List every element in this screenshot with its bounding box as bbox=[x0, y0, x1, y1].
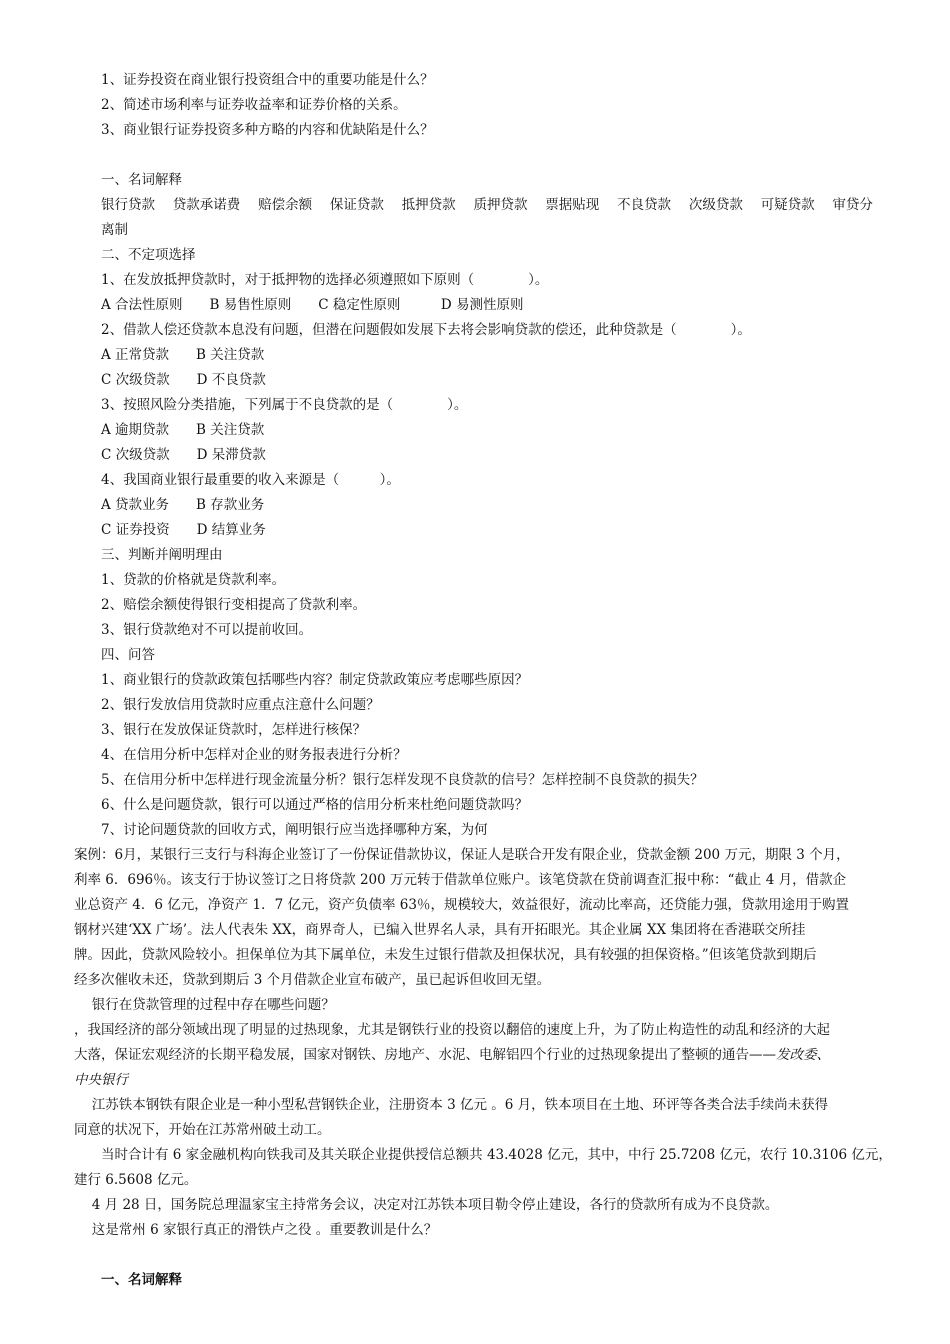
section3-title: 三、判断并阐明理由 bbox=[101, 547, 223, 563]
section4-item-7: 7、讨论问题贷款的回收方式，阐明银行应当选择哪种方案，为何 bbox=[101, 822, 488, 838]
section4-item-6: 6、什么是问题贷款，银行可以通过严格的信用分析来杜绝问题贷款吗？ bbox=[101, 797, 529, 813]
section2-q2-options-b: C 次级贷款 D 不良贷款 bbox=[101, 372, 266, 388]
section4-item-4: 4、在信用分析中怎样对企业的财务报表进行分析？ bbox=[101, 747, 407, 763]
case1-line-5: 牌。因此，贷款风险较小。担保单位为其下属单位，未发生过银行借款及担保状况，具有较强的担保资格。”但该笔贷款到期后 bbox=[74, 947, 817, 963]
section2-q3: 3、按照风险分类措施，下列属于不良贷款的是（ ）。 bbox=[101, 397, 468, 413]
top-question-3: 3、商业银行证券投资多种方略的内容和优缺陷是什么？ bbox=[101, 122, 434, 138]
section1-terms-line1: 银行贷款 贷款承诺费 赔偿余额 保证贷款 抵押贷款 质押贷款 票据贴现 不良贷款 次级贷款 可疑贷款 审贷分 bbox=[101, 197, 873, 213]
case2-para2-line-2: 同意的状况下，开始在江苏常州破土动工。 bbox=[74, 1122, 331, 1138]
section4-item-1: 1、商业银行的贷款政策包括哪些内容？制定贷款政策应考虑哪些原因？ bbox=[101, 672, 529, 688]
section2-q4-options-b: C 证券投资 D 结算业务 bbox=[101, 522, 266, 538]
case2-line-2-main: 大落，保证宏观经济的长期平稳发展，国家对钢铁、房地产、水泥、电解铝四个行业的过热现象提出了整顿的通告—— bbox=[74, 1047, 776, 1063]
section1-terms-line2: 离制 bbox=[101, 222, 128, 238]
top-question-1: 1、证券投资在商业银行投资组合中的重要功能是什么？ bbox=[101, 72, 434, 88]
case1-line-6: 经多次催收未还，贷款到期后 3 个月借款企业宣布破产，虽已起诉但收回无望。 bbox=[74, 972, 551, 988]
case2-para3-line-1: 当时合计有 6 家金融机构向铁我司及其关联企业提供授信总额共 43.4028 亿元，其中，中行 25.7208 亿元，农行 10.3106 亿元， bbox=[74, 1147, 892, 1163]
section2-q2-options-a: A 正常贷款 B 关注贷款 bbox=[101, 347, 265, 363]
case1-line-1: 案例：6月，某银行三支行与科海企业签订了一份保证借款协议，保证人是联合开发有限企业，贷款金额 200 万元，期限 3 个月， bbox=[74, 847, 850, 863]
case1-question: 银行在贷款管理的过程中存在哪些问题？ bbox=[74, 997, 335, 1013]
case2-line-2 bbox=[74, 1045, 830, 1065]
case2-line-1: ，我国经济的部分领域出现了明显的过热现象，尤其是钢铁行业的投资以翻倍的速度上升，为了防止构造性的动乱和经济的大起 bbox=[74, 1022, 830, 1038]
case2-para4: 4 月 28 日，国务院总理温家宝主持常务会议，决定对江苏铁本项目勒令停止建设，各行的贷款所有成为不良贷款。 bbox=[74, 1197, 779, 1213]
case1-line-2: 利率 6．696％。该支行于协议签订之日将贷款 200 万元转于借款单位账户。该笔贷款在贷前调查汇报中称：“截止 4 月，借款企 bbox=[74, 872, 847, 888]
section2-q4: 4、我国商业银行最重要的收入来源是（ ）。 bbox=[101, 472, 400, 488]
section2-q1-options: A 合法性原则 B 易售性原则 C 稳定性原则 D 易测性原则 bbox=[101, 297, 524, 313]
section3-item-3: 3、银行贷款绝对不可以提前收回。 bbox=[101, 622, 313, 638]
case2-line-2-italic: 发改委、 bbox=[776, 1047, 830, 1063]
case1-line-3: 业总资产 4．6 亿元，净资产 1．7 亿元，资产负债率 63％，规模较大，效益很好，流动比率高，还贷能力强，贷款用途用于购置 bbox=[74, 897, 849, 913]
case2-para5: 这是常州 6 家银行真正的滑铁卢之役 。重要教训是什么？ bbox=[74, 1222, 438, 1238]
bottom-heading: 一、名词解释 bbox=[101, 1272, 182, 1288]
case1-line-4: 钢材兴建‘XX 广场’。法人代表朱 XX，商界奇人，已编入世界名人录，具有开拓眼光。其企业属 XX 集团将在香港联交所挂 bbox=[74, 922, 806, 938]
section1-title: 一、名词解释 bbox=[101, 172, 182, 188]
case2-para2-line-1: 江苏铁本钢铁有限企业是一种小型私营钢铁企业，注册资本 3 亿元 。6 月，铁本项目在土地、环评等各类合法手续尚未获得 bbox=[74, 1097, 829, 1113]
section3-item-1: 1、贷款的价格就是贷款利率。 bbox=[101, 572, 286, 588]
section2-q3-options-a: A 逾期贷款 B 关注贷款 bbox=[101, 422, 265, 438]
case2-line-3-italic: 中央银行 bbox=[74, 1072, 128, 1088]
section2-q2: 2、借款人偿还贷款本息没有问题，但潜在问题假如发展下去将会影响贷款的偿还，此种贷款是（ ）。 bbox=[101, 322, 751, 338]
section2-q3-options-b: C 次级贷款 D 呆滞贷款 bbox=[101, 447, 266, 463]
section3-item-2: 2、赔偿余额使得银行变相提高了贷款利率。 bbox=[101, 597, 367, 613]
section4-item-5: 5、在信用分析中怎样进行现金流量分析？银行怎样发现不良贷款的信号？怎样控制不良贷款的损失？ bbox=[101, 772, 704, 788]
section2-title: 二、不定项选择 bbox=[101, 247, 196, 263]
section4-item-2: 2、银行发放信用贷款时应重点注意什么问题？ bbox=[101, 697, 380, 713]
section2-q4-options-a: A 贷款业务 B 存款业务 bbox=[101, 497, 265, 513]
section4-title: 四、问答 bbox=[101, 647, 155, 663]
section2-q1: 1、在发放抵押贷款时，对于抵押物的选择必须遵照如下原则（ ）。 bbox=[101, 272, 549, 288]
top-question-2: 2、简述市场利率与证券收益率和证券价格的关系。 bbox=[101, 97, 407, 113]
case2-para3-line-2: 建行 6.5608 亿元。 bbox=[74, 1172, 198, 1188]
section4-item-3: 3、银行在发放保证贷款时，怎样进行核保？ bbox=[101, 722, 367, 738]
